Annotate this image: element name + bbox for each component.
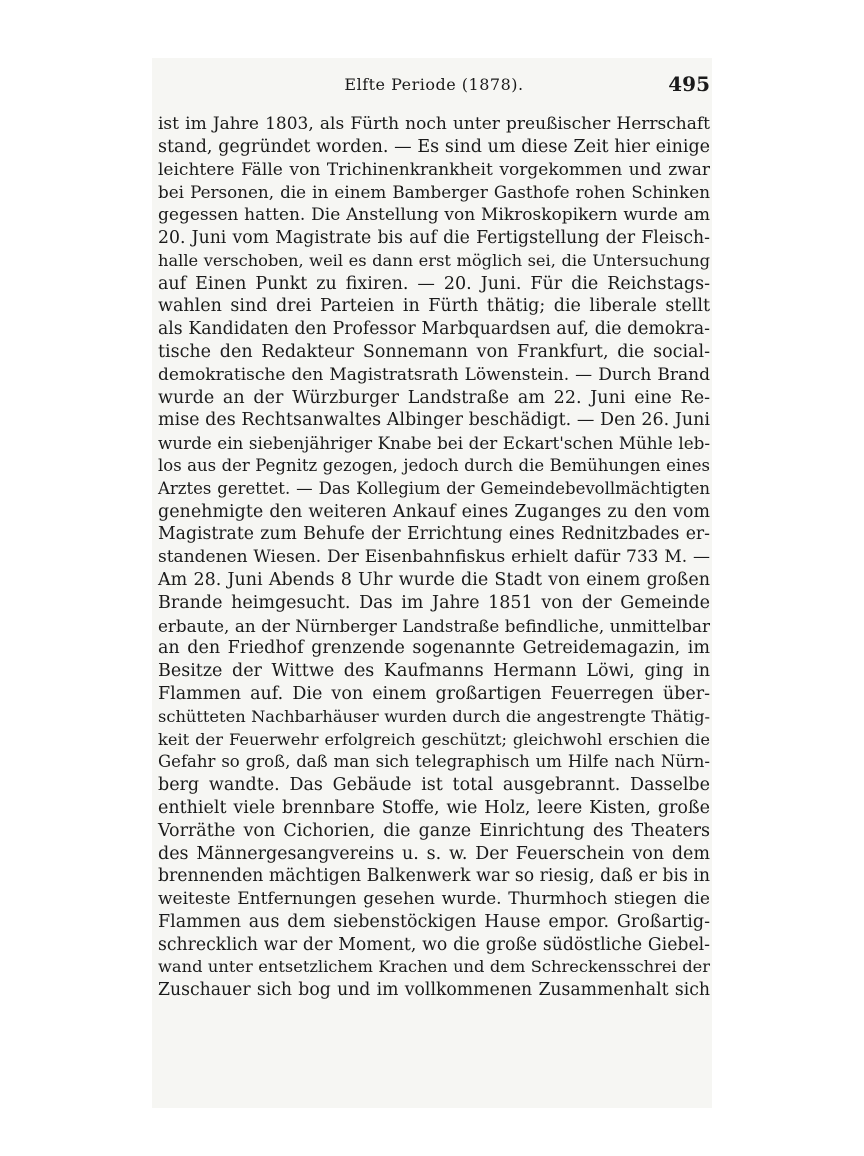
text-line: wurde ein siebenjähriger Knabe bei der Eckart'schen Mühle leb- <box>158 433 710 454</box>
text-line: wahlen sind drei Parteien in Fürth thätig; die liberale stellt <box>158 296 710 317</box>
text-line: ist im Jahre 1803, als Fürth noch unter preußischer Herrschaft <box>158 114 710 134</box>
text-line: erbaute, an der Nürnberger Landstraße befindliche, unmittelbar <box>158 615 710 636</box>
text-line: als Kandidaten den Professor Marbquardsen auf, die demokra- <box>158 319 710 340</box>
text-line: Am 28. Juni Abends 8 Uhr wurde die Stadt von einem großen <box>158 569 710 590</box>
text-line: tische den Redakteur Sonnemann von Frankfurt, die social- <box>158 341 710 362</box>
text-line: brennenden mächtigen Balkenwerk war so riesig, daß er bis in <box>158 866 710 887</box>
text-line: Flammen aus dem siebenstöckigen Hause empor. Großartig- <box>158 911 710 932</box>
text-line: schrecklich war der Moment, wo die große südöstliche Giebel- <box>158 934 710 955</box>
text-line: 20. Juni vom Magistrate bis auf die Fertigstellung der Fleisch- <box>158 227 710 248</box>
text-line: wurde an der Würzburger Landstraße am 22. Juni eine Re- <box>158 387 710 408</box>
text-line: demokratische den Magistratsrath Löwenstein. — Durch Brand <box>158 364 710 385</box>
text-line: halle verschoben, weil es dann erst möglich sei, die Untersuchung <box>158 250 710 270</box>
text-line: Besitze der Wittwe des Kaufmanns Hermann Löwi, ging in <box>158 661 710 682</box>
text-line: Brande heimgesucht. Das im Jahre 1851 von der Gemeinde <box>158 592 710 613</box>
text-line: weiteste Entfernungen gesehen wurde. Thurmhoch stiegen die <box>158 889 710 910</box>
text-line: Magistrate zum Behufe der Errichtung eines Rednitzbades er- <box>158 524 710 545</box>
text-line: gegessen hatten. Die Anstellung von Mikroskopikern wurde am <box>158 205 710 226</box>
text-line: wand unter entsetzlichem Krachen und dem Schreckensschrei der <box>158 957 710 977</box>
text-line: Arztes gerettet. — Das Kollegium der Gemeindebevollmächtigten <box>158 478 710 498</box>
text-line: des Männergesangvereins u. s. w. Der Feuerschein von dem <box>158 843 710 864</box>
text-line: mise des Rechtsanwaltes Albinger beschädigt. — Den 26. Juni <box>158 410 710 431</box>
text-line: leichtere Fälle von Trichinenkrankheit vorgekommen und zwar <box>158 159 710 180</box>
text-line: Gefahr so groß, daß man sich telegraphisch um Hilfe nach Nürn- <box>158 752 710 772</box>
text-line: enthielt viele brennbare Stoffe, wie Holz, leere Kisten, große <box>158 797 710 818</box>
text-line: bei Personen, die in einem Bamberger Gasthofe rohen Schinken <box>158 182 710 203</box>
page-header <box>158 72 710 102</box>
body-text <box>158 113 710 1002</box>
text-line: standenen Wiesen. Der Eisenbahnfiskus erhielt dafür 733 M. — <box>158 547 710 568</box>
text-line: schütteten Nachbarhäuser wurden durch die angestrengte Thätig- <box>158 706 710 726</box>
text-line: auf Einen Punkt zu fixiren. — 20. Juni. Für die Reichstags- <box>158 273 710 294</box>
page-number: 495 <box>668 72 710 96</box>
text-line: keit der Feuerwehr erfolgreich geschützt; gleichwohl erschien die <box>158 729 710 749</box>
text-line: stand, gegründet worden. — Es sind um diese Zeit hier einige <box>158 136 710 157</box>
text-line: Flammen auf. Die von einem großartigen Feuerregen über- <box>158 683 710 704</box>
text-line: Zuschauer sich bog und im vollkommenen Zusammenhalt sich <box>158 980 710 1001</box>
text-line: an den Friedhof grenzende sogenannte Getreidemagazin, im <box>158 638 710 659</box>
running-title: Elfte Periode (1878). <box>344 75 524 94</box>
text-line: genehmigte den weiteren Ankauf eines Zuganges zu den vom <box>158 501 710 522</box>
text-line: los aus der Pegnitz gezogen, jedoch durch die Bemühungen eines <box>158 455 710 475</box>
text-line: berg wandte. Das Gebäude ist total ausgebrannt. Dasselbe <box>158 775 710 796</box>
text-line: Vorräthe von Cichorien, die ganze Einrichtung des Theaters <box>158 820 710 841</box>
